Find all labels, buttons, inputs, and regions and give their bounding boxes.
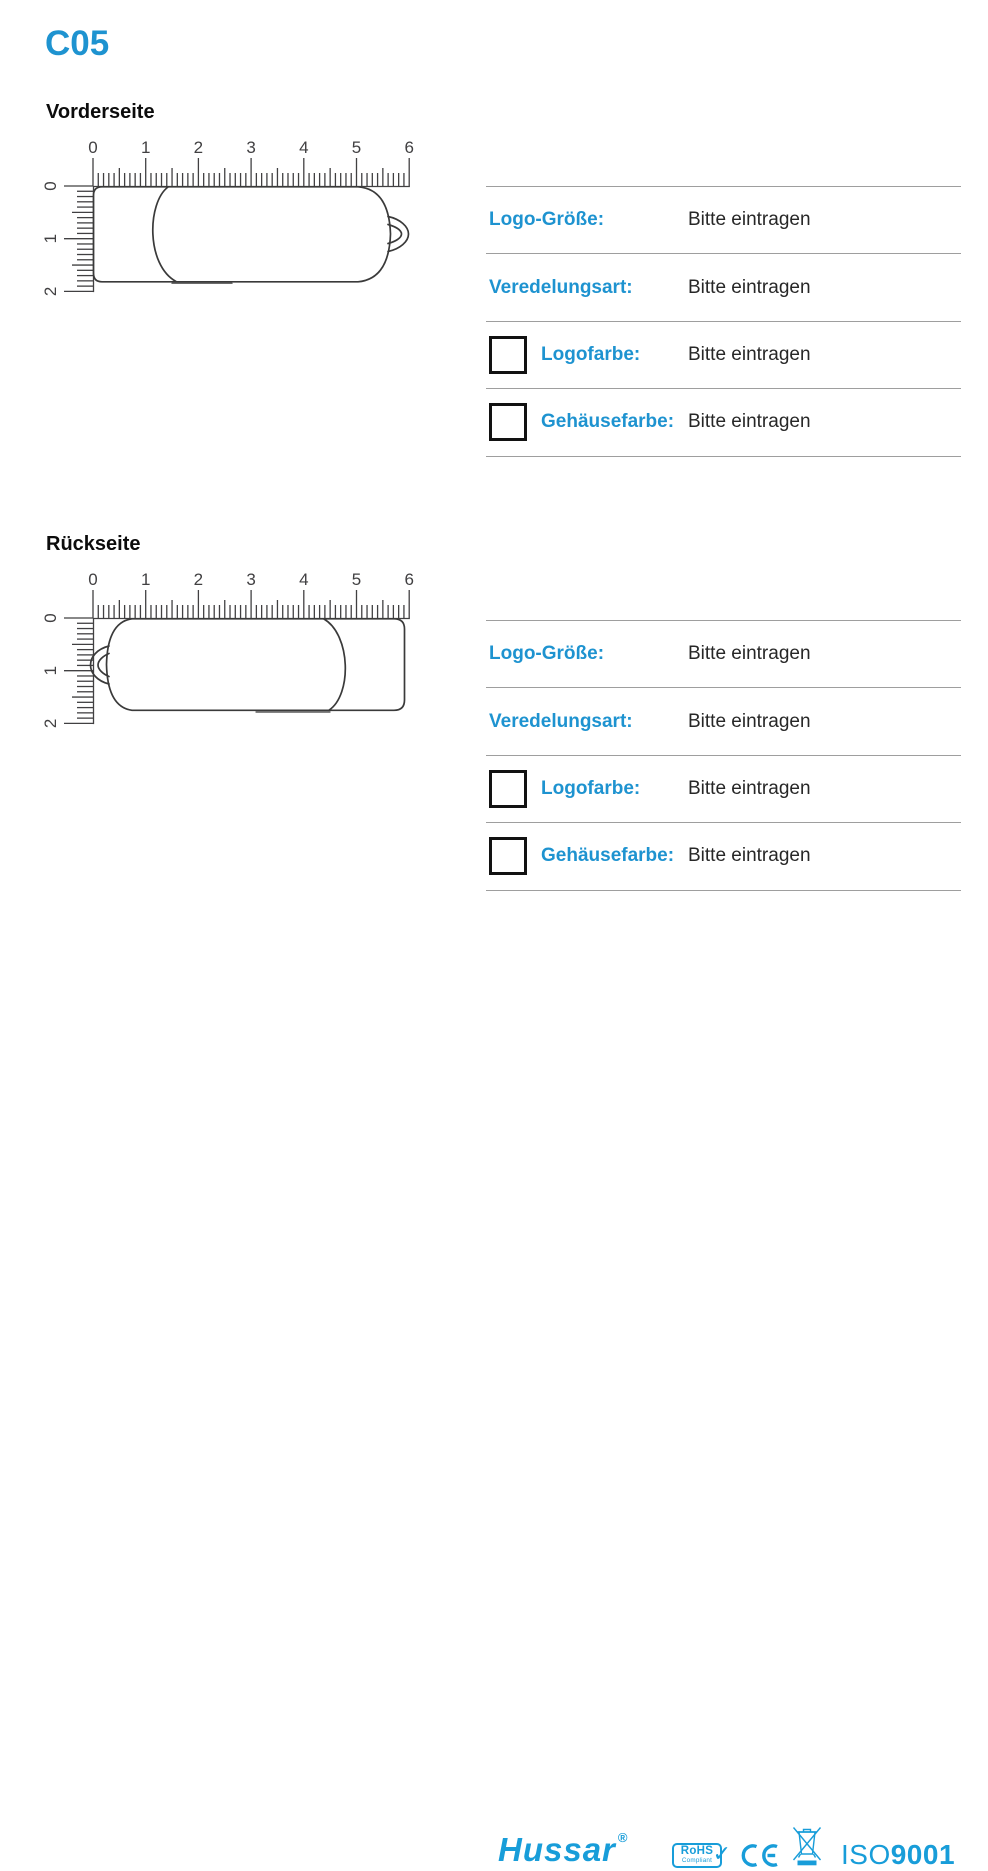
footer [0,905,988,1870]
rohs-compliant-badge [672,1841,731,1868]
weee-crossed-out-bin-icon [789,1823,825,1867]
back-form [486,620,961,891]
front-veredelungsart-label: Veredelungsart: [489,276,633,298]
form-row-back-veredelungsart [486,688,961,755]
svg-text:1: 1 [140,570,151,589]
front-gehaeusefarbe-value[interactable]: Bitte eintragen [688,411,811,433]
front-usb-stick-outline [94,187,409,283]
back-gehaeusefarbe-checkbox[interactable] [489,837,527,875]
svg-text:2: 2 [193,570,204,589]
svg-text:0: 0 [88,570,98,589]
svg-text:6: 6 [404,570,414,589]
svg-text:1: 1 [41,233,60,244]
back-veredelungsart-value[interactable]: Bitte eintragen [688,710,811,732]
front-cap-seam [153,187,176,282]
ce-mark-icon [737,1843,779,1868]
svg-text:0: 0 [41,181,60,191]
form-row-front-logo-groesse [486,187,961,254]
svg-text:2: 2 [41,286,60,297]
front-ruler [41,138,414,296]
front-gehaeusefarbe-checkbox[interactable] [489,403,527,441]
svg-text:4: 4 [299,570,309,589]
hussar-logo [498,1830,628,1869]
front-logo-groesse-value[interactable]: Bitte eintragen [688,209,811,231]
front-section-heading: Vorderseite [46,101,155,123]
rohs-compliant-label: Compliant [681,1857,713,1864]
back-ruler [41,570,414,728]
back-usb-drawing [30,558,430,738]
back-logofarbe-checkbox[interactable] [489,770,527,808]
form-row-front-logofarbe [486,322,961,389]
back-veredelungsart-label: Veredelungsart: [489,710,633,732]
front-logofarbe-checkbox[interactable] [489,336,527,374]
svg-text:5: 5 [351,570,362,589]
svg-text:1: 1 [140,138,151,157]
svg-text:5: 5 [351,138,362,157]
back-logofarbe-label: Logofarbe: [541,777,641,799]
back-usb-stick-outline [91,619,405,712]
back-usb-body [107,619,405,711]
svg-text:3: 3 [246,138,256,157]
front-veredelungsart-value[interactable]: Bitte eintragen [688,276,811,298]
hussar-brand-text: Hussar [498,1831,616,1868]
front-logo-groesse-label: Logo-Größe: [489,209,605,231]
front-form [486,186,961,457]
svg-text:2: 2 [41,718,60,729]
iso9001-logo [841,1839,955,1871]
iso-number: 9001 [890,1839,956,1870]
front-usb-body [94,187,391,282]
form-row-back-logo-groesse [486,621,961,688]
svg-text:0: 0 [88,138,98,157]
form-row-back-gehaeusefarbe [486,823,961,890]
back-logofarbe-value[interactable]: Bitte eintragen [688,777,811,799]
back-section-heading: Rückseite [46,533,141,555]
front-logofarbe-value[interactable]: Bitte eintragen [688,343,811,365]
form-row-back-logofarbe [486,756,961,823]
svg-text:0: 0 [41,613,60,623]
back-cap-seam [324,619,345,710]
registered-trademark-icon: ® [617,1830,629,1845]
form-row-front-veredelungsart [486,254,961,321]
svg-text:4: 4 [299,138,309,157]
svg-text:1: 1 [41,665,60,676]
front-logofarbe-label: Logofarbe: [541,343,641,365]
svg-text:3: 3 [246,570,256,589]
rohs-label: RoHS [680,1845,714,1857]
back-gehaeusefarbe-label: Gehäusefarbe: [541,845,675,867]
iso-prefix: ISO [841,1839,891,1870]
svg-text:2: 2 [193,138,204,157]
svg-text:6: 6 [404,138,414,157]
front-usb-drawing [30,126,430,306]
rohs-checkmark-icon: ✓ [712,1841,731,1866]
back-gehaeusefarbe-value[interactable]: Bitte eintragen [688,845,811,867]
back-logo-groesse-value[interactable]: Bitte eintragen [688,643,811,665]
front-gehaeusefarbe-label: Gehäusefarbe: [541,411,675,433]
form-row-front-gehaeusefarbe [486,389,961,456]
back-logo-groesse-label: Logo-Größe: [489,643,605,665]
page-title: C05 [45,24,110,63]
